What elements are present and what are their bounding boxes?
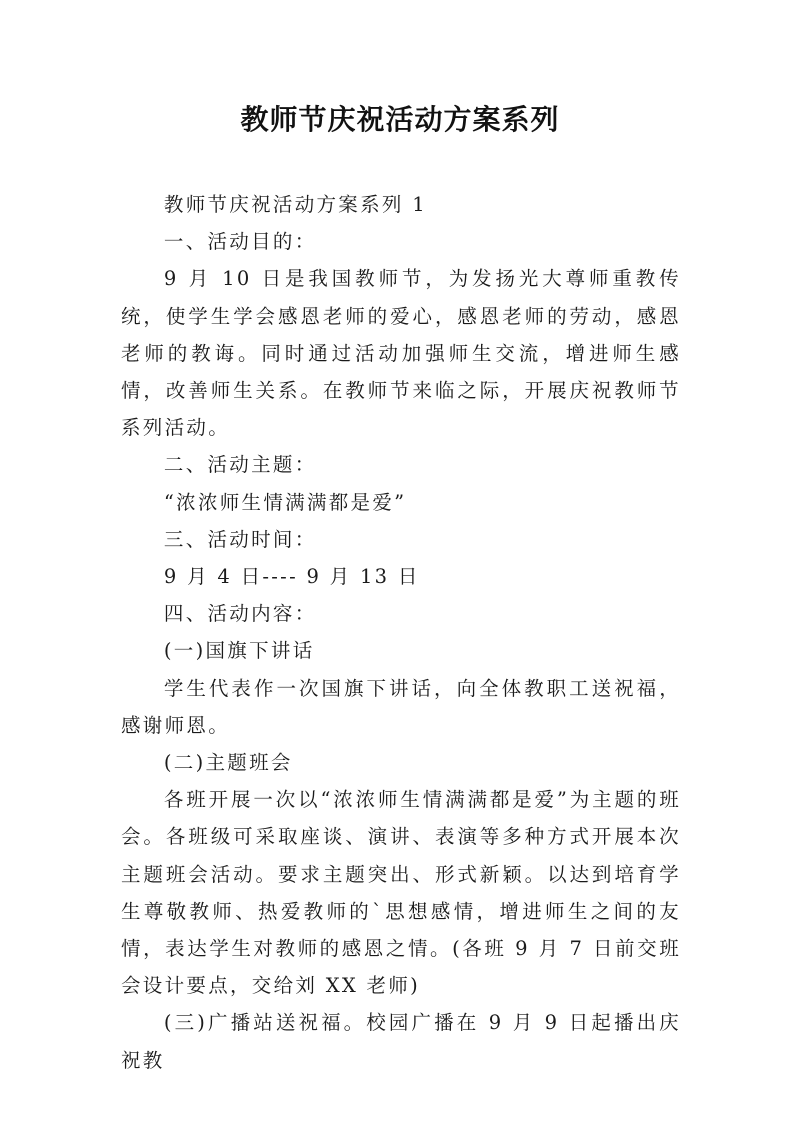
- paragraph-flag-speech: 学生代表作一次国旗下讲话，向全体教职工送祝福，感谢师恩。: [121, 676, 681, 737]
- section-heading-purpose: 一、活动目的：: [163, 230, 317, 254]
- section-heading-theme: 二、活动主题：: [163, 453, 317, 477]
- paragraph-time: 9 月 4 日---- 9 月 13 日: [163, 565, 420, 589]
- section-heading-time: 三、活动时间：: [163, 527, 317, 551]
- document-body: [121, 186, 681, 1079]
- paragraph-subtitle: 教师节庆祝活动方案系列 1: [163, 193, 427, 216]
- subheading-flag-speech: (一)国旗下讲话: [163, 639, 315, 663]
- subheading-class-meeting: (二)主题班会: [163, 751, 293, 775]
- paragraph-purpose: 9 月 10 日是我国教师节，为发扬光大尊师重教传统，使学生学会感恩老师的爱心，感恩老师的劳动，感恩老师的教诲。同时通过活动加强师生交流，增进师生感情，改善师生关系。在教师节来临之际，开展庆祝教师节系列活动。: [121, 267, 681, 440]
- section-heading-content: 四、活动内容：: [163, 602, 317, 626]
- document-title: 教师节庆祝活动方案系列: [240, 103, 560, 136]
- paragraph-broadcast: (三)广播站送祝福。校园广播在 9 月 9 日起播出庆祝教: [121, 1011, 681, 1072]
- paragraph-class-meeting: 各班开展一次以“浓浓师生情满满都是爱”为主题的班会。各班级可采取座谈、演讲、表演等多种方式开展本次主题班会活动。要求主题突出、形式新颖。以达到培育学生尊敬教师、热爱教师的`思想感情，增进师生之间的友情，表达学生对教师的感恩之情。(各班 9 月 7 日前交班会设计要点，交给刘 XX 老师): [121, 788, 681, 998]
- paragraph-theme: “浓浓师生情满满都是爱”: [163, 490, 407, 514]
